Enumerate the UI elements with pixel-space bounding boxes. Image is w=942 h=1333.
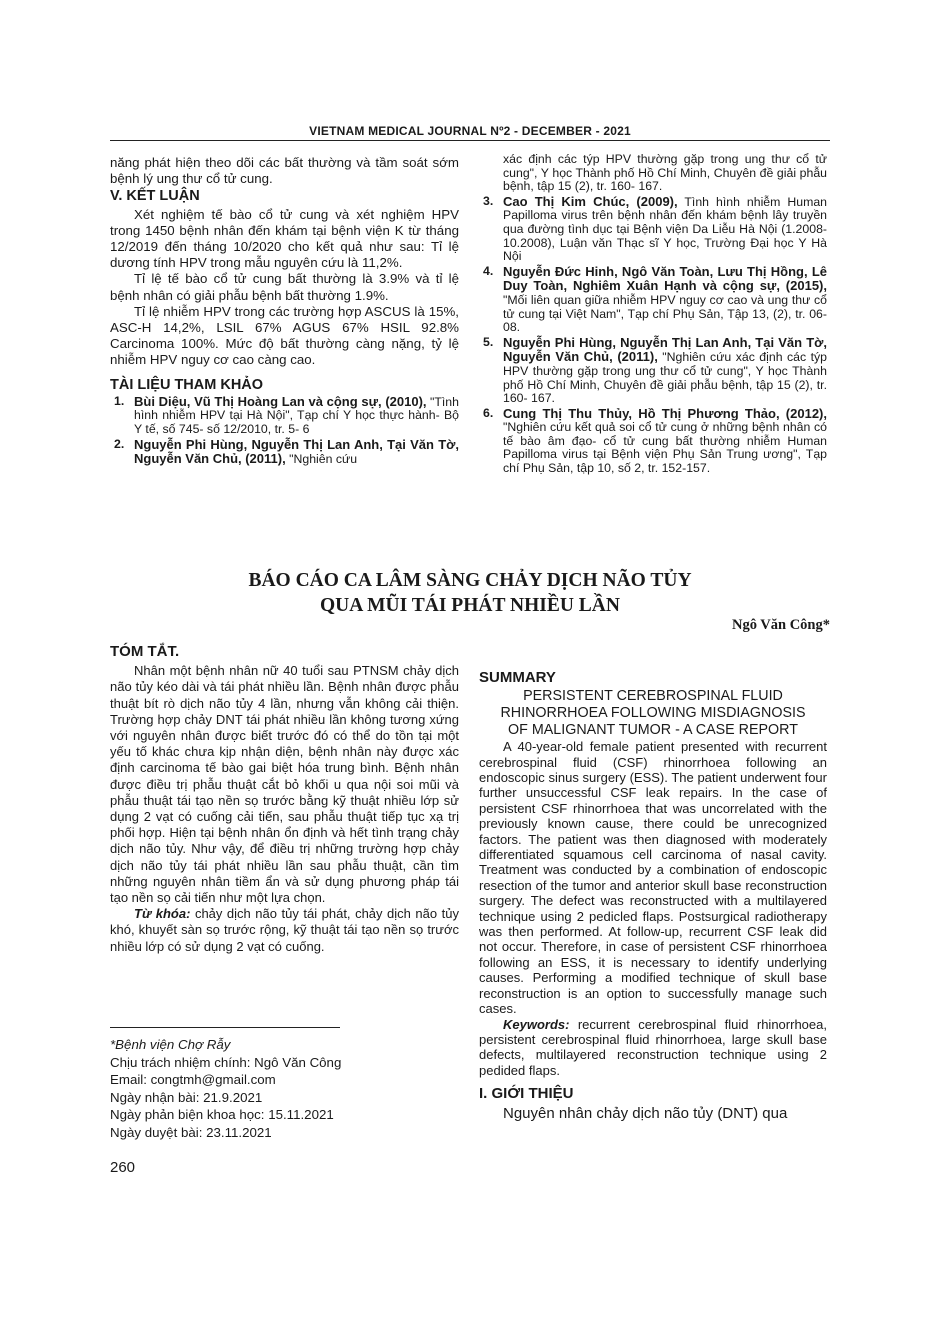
abstract-body: Nhân một bệnh nhân nữ 40 tuổi sau PTNSM chảy dịch não tủy kéo dài và tái phát nhiều lần. Bệnh nhân được phẫu thuật bít rò dịch não tủy 4 lần, nhưng vẫn không cải thiện. Trường hợp chảy DNT tái phát nhiều lần không tương xứng với nguyên nhân được biết trước đó có thể do tồn tại một yếu tố khác chưa kịp nhận diện, bệnh nhân này được xác định carcinoma tế bào gai biệt hóa trung bình. Bệnh nhân được điều trị phẫu thuật cắt bỏ khối u qua nội soi mũi và phẫu thuật tái tạo nền sọ trước bằng kỹ thuật nhiều lớp sử dụng 2 vạt có cuống cải tiến, sau phẫu thuật tiếp tục xạ trị phối hợp. Hiện tại bệnh nhân ổn định và hết tình trạng chảy dịch não tủy. Như vậy, để điều trị những trường hợp chảy dịch não tủy tái phát nhiều lần sau phẫu thuật, cần tìm những nguyên nhân tiềm ẩn và sử dụng phương pháp tái tạo nền sọ cải tiến như một lựa chọn. bbox=[110, 663, 459, 906]
reference-text: "Nghiên cứu bbox=[289, 452, 358, 467]
conclusion-heading: V. KẾT LUẬN bbox=[110, 188, 200, 205]
reference-number: 1. bbox=[114, 393, 125, 408]
footnote bbox=[110, 1036, 459, 1141]
references-heading: TÀI LIỆU THAM KHẢO bbox=[110, 376, 264, 393]
summary-body: A 40-year-old female patient presented with recurrent cerebrospinal fluid (CSF) rhinorrhoea following an endoscopic sinus surgery (ESS). The patient underwent four further unsuccessful CSF leak repairs. In the case of persistent CSF rhinorrhoea that was uncorrelated with the previously known cause, there could be unrecognized factors. The patient was then diagnosed with moderately differentiated squamous cell carcinoma of nasal cavity. Treatment was conducted by a combination of endoscopic resection of the tumor and anterior skull base reconstruction surgery. The defect was reconstructed with a multilayered technique using 2 pedicled flaps. Postsurgical radiotherapy was then performed. At follow-up, recurrent CSF leak did not occur. Therefore, in case of persistent CSF rhinorrhoea following an ESS, it is necessary to identify underlying causes. Performing a modified technique of skull base reconstruction is an option to successfully manage such cases. bbox=[479, 739, 827, 1017]
reference-authors: Nguyễn Phi Hùng, Nguyễn Thị Lan Anh, Tại Văn Tờ, Nguyễn Văn Chủ, (2011), bbox=[503, 334, 827, 365]
footnote-email: Email: congtmh@gmail.com bbox=[110, 1072, 276, 1087]
reference-text: "Nghiên cứu xác định các týp HPV thường gặp trong ung thư cổ tử cung", Y học Thành phố Hồ Chí Minh, Chuyên đề giải phẫu bệnh, tập 15 (2), tr. 160- 167. bbox=[503, 350, 827, 406]
reference-item bbox=[110, 438, 459, 467]
reference-number: 3. bbox=[483, 193, 494, 208]
footnote-responsible: Chịu trách nhiệm chính: Ngô Văn Công bbox=[110, 1054, 342, 1070]
intro-body: Nguyên nhân chảy dịch não tủy (DNT) qua bbox=[503, 1105, 788, 1123]
reference-authors: Cao Thị Kim Chúc, (2009), bbox=[503, 193, 678, 209]
article-title bbox=[110, 568, 830, 618]
reference-number: 6. bbox=[483, 405, 494, 420]
header-rule bbox=[110, 140, 830, 141]
reference-number: 5. bbox=[483, 334, 494, 349]
keywords-text: recurrent cerebrospinal fluid rhinorrhoea, persistent cerebrospinal fluid rhinorrhoea, large skull base defects, multilayered reconstruction technique using 2 pedided flaps. bbox=[479, 1016, 827, 1078]
reference-item bbox=[479, 407, 827, 476]
summary-heading: SUMMARY bbox=[479, 669, 556, 686]
reference-item bbox=[110, 395, 459, 437]
summary-title-line-1: PERSISTENT CEREBROSPINAL FLUID bbox=[523, 688, 783, 705]
page-number: 260 bbox=[110, 1159, 136, 1176]
reference-number: 4. bbox=[483, 263, 494, 278]
summary-title-line-2: RHINORRHOEA FOLLOWING MISDIAGNOSIS bbox=[500, 705, 806, 722]
article-author: Ngô Văn Công* bbox=[731, 617, 830, 633]
reference-text: xác định các týp HPV thường gặp trong ung thư cổ tử cung", Y học Thành phố Hồ Chí Minh, Chuyên đề giải phẫu bệnh, tập 15 (2), tr. 160- 167. bbox=[503, 152, 827, 194]
footnote-affiliation: *Bệnh viện Chợ Rẫy bbox=[110, 1037, 231, 1052]
reference-authors: Bùi Diệu, Vũ Thị Hoàng Lan và cộng sự, (2010), bbox=[134, 393, 427, 409]
reference-number: 2. bbox=[114, 436, 125, 451]
summary-title bbox=[479, 688, 827, 739]
conclusion-paragraph-2: Tỉ lệ tế bào cổ tử cung bất thường là 3.9% và tỉ lệ bệnh nhân có giải phẫu bệnh bất thường 1.9%. bbox=[110, 271, 459, 303]
abstract-vi bbox=[110, 643, 459, 955]
footnote-accepted: Ngày duyệt bài: 23.11.2021 bbox=[110, 1124, 272, 1140]
reference-authors: Nguyễn Đức Hinh, Ngô Văn Toàn, Lưu Thị Hồng, Lê Duy Toàn, Nghiêm Xuân Hạnh và cộng sự, (2015), bbox=[503, 263, 827, 294]
footnote-reviewed: Ngày phản biện khoa học: 15.11.2021 bbox=[110, 1107, 334, 1122]
keywords-text: chảy dịch não tủy tái phát, chảy dịch não tủy khó, khuyết sàn sọ trước rộng, kỹ thuật tái tạo nền sọ trước nhiều lớp có sử dụng 2 vạt có cuống. bbox=[110, 906, 459, 954]
keywords-label: Keywords: bbox=[503, 1016, 570, 1032]
reference-item bbox=[479, 195, 827, 264]
summary-keywords bbox=[479, 1017, 827, 1079]
conclusion-paragraph-1: Xét nghiệm tế bào cổ tử cung và xét nghiệm HPV trong 1450 bệnh nhân đến khám tại bệnh viện K từ tháng 12/2019 đến tháng 10/2020 cho kết quả như sau: Tỉ lệ dương tính HPV trong mẫu nguyên cứu là 11,2%. bbox=[110, 206, 459, 271]
reference-item bbox=[479, 336, 827, 406]
footnote-received: Ngày nhận bài: 21.9.2021 bbox=[110, 1089, 263, 1105]
references-list-right bbox=[479, 153, 827, 476]
summary-en bbox=[479, 669, 827, 1123]
intro-heading: I. GIỚI THIỆU bbox=[479, 1085, 574, 1103]
reference-text: "Nghiên cứu kết quả soi cổ tử cung ở những bệnh nhân có tế bào âm đạo- cổ tử cung bất thường nhiễm Human Papilloma virus tại Bệnh viện Phụ Sản Trung ương", Tạp chí Phụ Sản, tập 10, số 2, tr. 152-157. bbox=[503, 420, 827, 476]
article-title-line-1: BÁO CÁO CA LÂM SÀNG CHẢY DỊCH NÃO TỦY bbox=[248, 570, 692, 591]
reference-item bbox=[479, 153, 827, 194]
references-list-left bbox=[110, 395, 459, 467]
footnote-rule bbox=[110, 1027, 340, 1028]
summary-title-line-3: OF MALIGNANT TUMOR - A CASE REPORT bbox=[508, 722, 798, 739]
article-title-line-2: QUA MŨI TÁI PHÁT NHIỀU LẦN bbox=[320, 595, 620, 616]
reference-item bbox=[479, 265, 827, 335]
reference-text: "Mối liên quan giữa nhiễm HPV nguy cơ cao và ung thư cổ tử cung tại Việt Nam", Tạp chí Phụ Sản, Tập 13, (2), tr. 06- 08. bbox=[503, 292, 827, 335]
right-column-top bbox=[479, 153, 827, 477]
keywords-label: Từ khóa: bbox=[134, 906, 191, 922]
intro-continuation: năng phát hiện theo dõi các bất thường và tầm soát sớm bệnh lý ung thư cổ tử cung. bbox=[110, 155, 459, 187]
conclusion-paragraph-3: Tỉ lệ nhiễm HPV trong các trường hợp ASCUS là 15%, ASC-H 14,2%, LSIL 67% AGUS 67% HSIL 92.8% Carcinoma 100%. Mức độ bất thường càng nặng, tỷ lệ nhiễm HPV nguy cơ cao càng cao. bbox=[110, 303, 459, 368]
reference-text: Tình hình nhiễm Human Papilloma virus trên bệnh nhân đến khám bệnh lây truyền qua đường tình dục tại Bệnh viện Da Liễu Hà Nội (1.2008- 10.2008), Luận văn Thạc sĩ Y học, Trường Đại học Y Hà Nội bbox=[503, 194, 827, 264]
reference-authors: Nguyễn Phi Hùng, Nguyễn Thị Lan Anh, Tại Văn Tờ, Nguyễn Văn Chủ, (2011), bbox=[134, 436, 459, 467]
reference-text: "Tình hình nhiễm HPV tại Hà Nội", Tạp chí Y học thực hành- Bộ Y tế, số 745- số 12/2010, tr. 5- 6 bbox=[134, 394, 459, 437]
abstract-keywords bbox=[110, 906, 459, 955]
left-column-top bbox=[110, 155, 459, 468]
reference-authors: Cung Thị Thu Thủy, Hồ Thị Phương Thảo, (2012), bbox=[503, 405, 827, 421]
abstract-heading: TÓM TẮT. bbox=[110, 643, 180, 660]
running-header: VIETNAM MEDICAL JOURNAL Nº2 - DECEMBER - 2021 bbox=[309, 124, 631, 138]
